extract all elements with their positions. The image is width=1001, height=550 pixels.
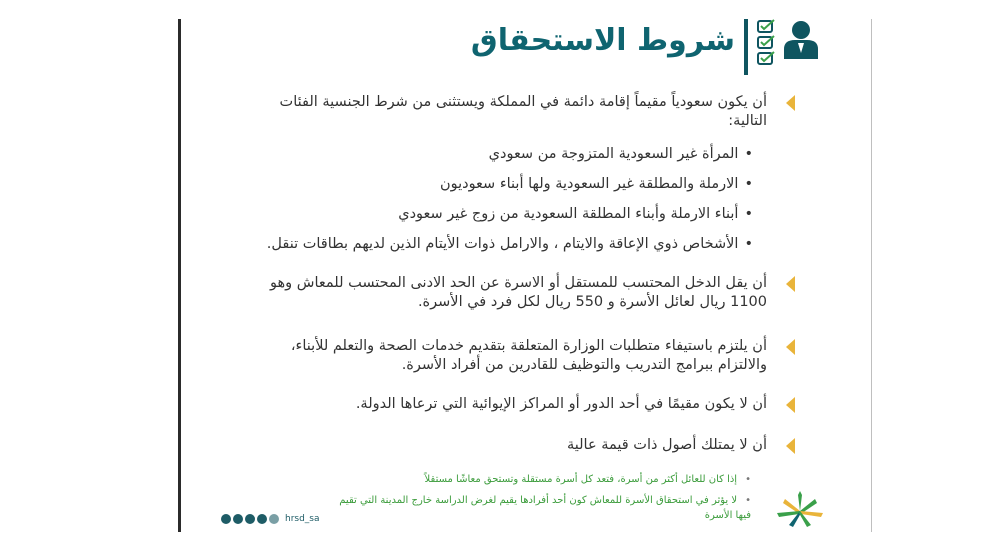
page-title: شروط الاستحقاق [470, 23, 735, 58]
social-handle: hrsd_sa [285, 514, 320, 524]
exception-item: •المرأة غير السعودية المتزوجة من سعودي [488, 146, 753, 162]
linkedin-icon[interactable] [257, 514, 267, 524]
condition-text: أن لا يكون مقيمًا في أحد الدور أو المراكز الإيوائية التي ترعاها الدولة. [355, 396, 767, 412]
user-icon [781, 19, 821, 61]
twitter-icon[interactable] [221, 514, 231, 524]
condition-item [241, 93, 769, 254]
notes-list [331, 472, 751, 529]
header-divider [744, 19, 748, 75]
youtube-icon[interactable] [233, 514, 243, 524]
note-item: •إذا كان للعائل أكثر من أسرة، فتعد كل أسرة مستقلة وتستحق معاشًا مستقلاً [424, 474, 751, 485]
bullet-arrow-icon [786, 397, 795, 413]
exception-item: •الارملة والمطلقة غير السعودية ولها أبناء سعوديون [439, 176, 753, 192]
condition-text: أن يكون سعودياً مقيماً إقامة دائمة في المملكة ويستثنى من شرط الجنسية الفئات التالية: [279, 94, 767, 129]
slide [178, 19, 872, 532]
exceptions-list [241, 145, 767, 254]
snapchat-icon[interactable] [269, 514, 279, 524]
social-footer [221, 514, 320, 524]
condition-item [241, 337, 769, 375]
condition-text: أن يلتزم باستيفاء متطلبات الوزارة المتعلقة بتقديم خدمات الصحة والتعلم للأبناء، والالتزام ببرامج التدريب والتوظيف للقادرين من أفراد الأسرة. [290, 338, 767, 373]
condition-text: أن يقل الدخل المحتسب للمستقل أو الاسرة عن الحد الادنى المحتسب للمعاش وهو 1100 ريال لعائل الأسرة و 550 ريال لكل فرد في الأسرة. [270, 275, 767, 310]
bullet-arrow-icon [786, 95, 795, 111]
exception-item: •الأشخاص ذوي الإعاقة والايتام ، والارامل ذوات الأيتام الذين لديهم بطاقات تنقل. [266, 236, 753, 252]
bullet-arrow-icon [786, 339, 795, 355]
exception-item: •أبناء الارملة وأبناء المطلقة السعودية من زوج غير سعودي [398, 206, 753, 222]
note-item: •لا يؤثر في استحقاق الأسرة للمعاش كون أحد أفرادها يقيم لغرض الدراسة خارج المدينة التي تقيم فيها الأسرة [339, 495, 751, 521]
bullet-arrow-icon [786, 276, 795, 292]
ministry-logo [771, 489, 829, 529]
condition-item [241, 436, 769, 455]
instagram-icon[interactable] [245, 514, 255, 524]
bullet-arrow-icon [786, 438, 795, 454]
checklist-icon [755, 19, 777, 67]
condition-text: أن لا يمتلك أصول ذات قيمة عالية [566, 437, 767, 453]
conditions-list [241, 93, 769, 455]
condition-item [241, 395, 769, 414]
condition-item [241, 274, 769, 312]
